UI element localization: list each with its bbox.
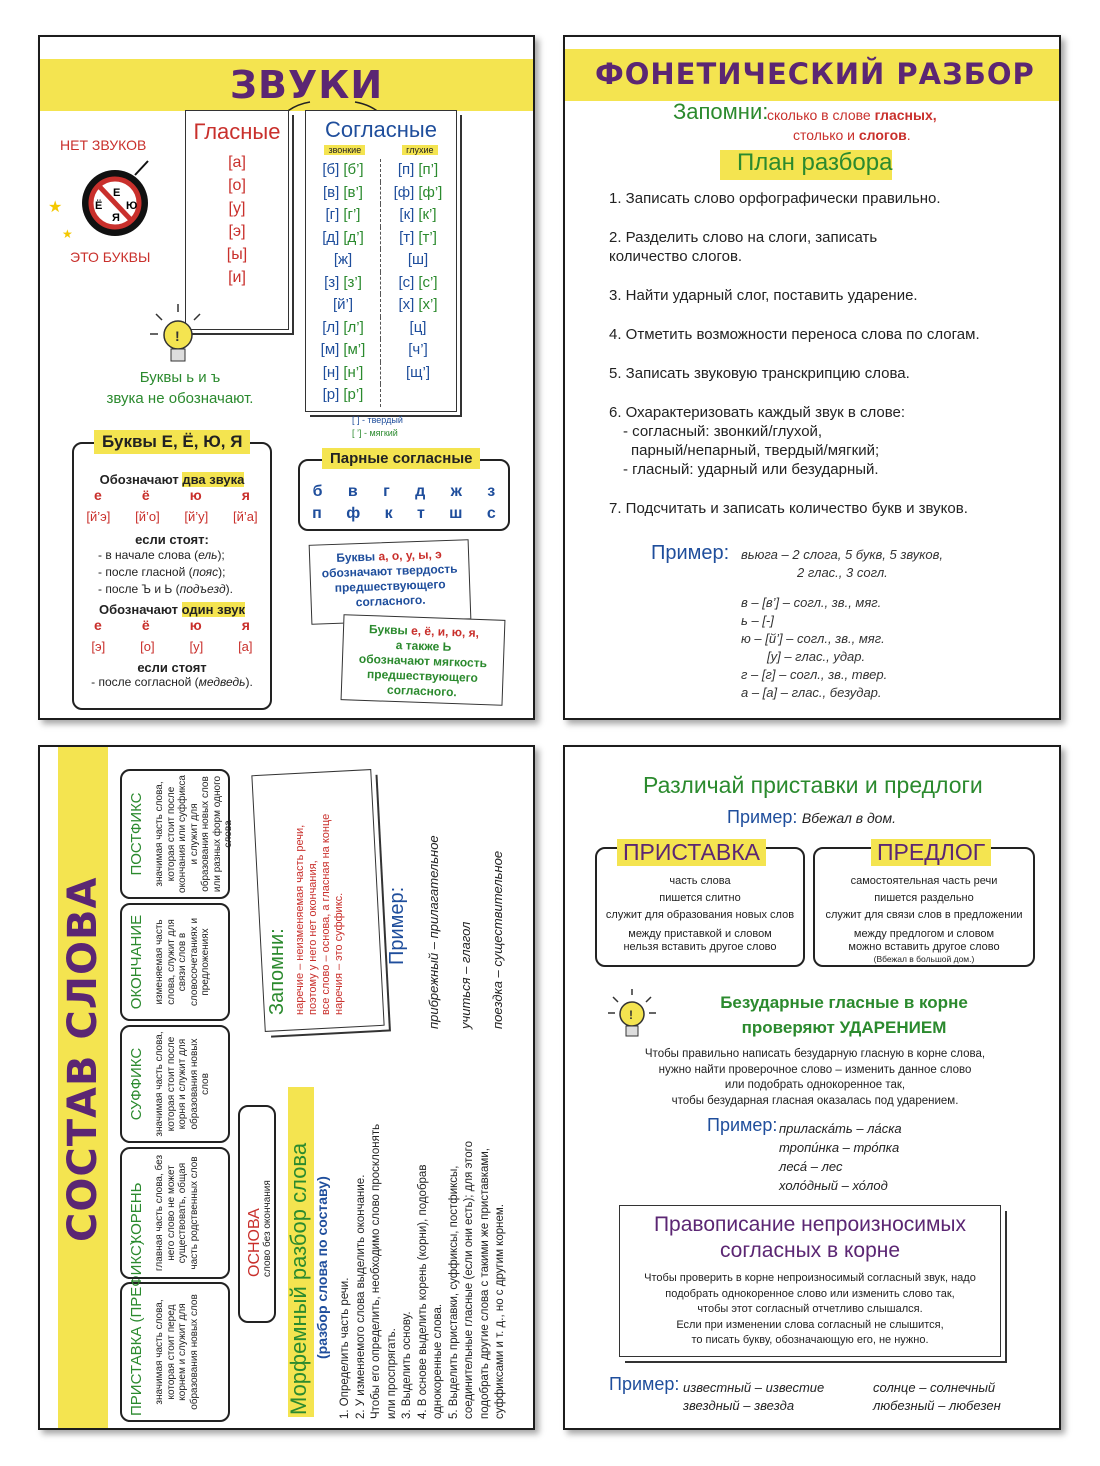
rem2b: слогов xyxy=(858,127,907,143)
consonant-sound: [н’] xyxy=(343,363,364,381)
example-label: Пример: xyxy=(727,807,798,827)
consonant-sound: [з’] xyxy=(343,273,362,291)
remember-lines xyxy=(294,814,346,1015)
morpheme-desc: главная часть слова, без него слово не может существовать, общая часть родственных слов xyxy=(154,1154,200,1272)
morpheme-name: КОРЕНЬ xyxy=(128,1182,145,1244)
consonant-sound: [к’] xyxy=(418,206,437,223)
morph-step: однокоренные слова. xyxy=(432,1303,444,1419)
vowel-sound: [и] xyxy=(228,269,246,286)
ex-line: любезный – любезен xyxy=(873,1398,1001,1413)
consonant-row xyxy=(306,272,456,295)
example-lines xyxy=(741,546,943,702)
soft-note-3: обозначают мягкость xyxy=(358,651,488,671)
consonant-sound: [м’] xyxy=(343,341,366,358)
rule-line: чтобы безударная гласная оказалась под ударением. xyxy=(671,1094,959,1107)
transcription: [й’а] xyxy=(233,509,258,524)
morpheme-desc: изменяемая часть слова, служит для связи слов в словосочетаниях и предложениях xyxy=(154,917,211,1007)
card-sounds xyxy=(38,35,535,720)
consonant-sound: [м] xyxy=(320,341,340,358)
legend-soft: [ ’] - мягкий xyxy=(352,428,398,438)
cond3: - после Ъ и Ь ( xyxy=(98,582,180,596)
silent-line: то писать букву, обозначающую его, не нужно. xyxy=(691,1334,929,1346)
morph-step: 2. У изменяемого слова выделить окончание. xyxy=(354,1174,367,1419)
morpheme-name: ПОСТФИКС xyxy=(128,792,145,876)
ex-line: прибрежный – прилагательное xyxy=(426,835,441,1029)
rem-line: все слово – основа, а гласная на конце xyxy=(320,813,332,1015)
prefix-line: между приставкой и словом xyxy=(628,928,772,940)
prefix-line: служит для образования новых слов xyxy=(605,909,795,921)
vowel-sound: [а] xyxy=(228,154,246,171)
consonant-sound: [д] xyxy=(322,228,340,246)
no-sounds-label: НЕТ ЗВУКОВ xyxy=(60,137,147,153)
paired-letter: с xyxy=(486,505,496,522)
rem-line: поэтому у него нет окончания, xyxy=(307,860,319,1015)
cond4-end: ). xyxy=(245,675,253,689)
one-sound-pre: Обозначают xyxy=(98,602,182,617)
morph-step: или проспрягать. xyxy=(385,1328,398,1419)
letter: я xyxy=(241,487,250,503)
plan-steps xyxy=(609,189,980,518)
rule-line: нужно найти проверочное слово – изменить данное слово xyxy=(658,1063,972,1076)
letter: е xyxy=(94,487,102,503)
bomb-icon xyxy=(70,155,160,245)
cond2-ex: пояс xyxy=(192,565,219,579)
lightbulb-icon xyxy=(148,302,208,377)
step-6: 6. Охарактеризовать каждый звук в слове: xyxy=(609,404,906,421)
cond3-end: ). xyxy=(225,582,233,596)
consonant-sound: [л] xyxy=(322,318,340,336)
unstressed-line1: Безударные гласные в корне xyxy=(720,993,968,1012)
letters-row xyxy=(74,487,270,503)
vowel-sound: [о] xyxy=(228,177,246,194)
silent-title-2: согласных в корне xyxy=(719,1239,901,1262)
vowel-sound: [ы] xyxy=(226,246,248,263)
hard-note xyxy=(309,539,472,625)
consonant-sound: [ф’] xyxy=(418,183,443,201)
silent-line: Чтобы проверить в корне непроизносимый согласный звук, надо xyxy=(644,1272,976,1284)
morpheme-name: ПРИСТАВКА (ПРЕФИКС) xyxy=(128,1240,145,1416)
preposition-box xyxy=(813,839,1035,967)
prep-line: между предлогом и словом xyxy=(853,928,995,940)
consonant-sound: [ц] xyxy=(409,318,427,336)
ex-line: 2 глас., 3 согл. xyxy=(797,565,888,580)
consonant-sound: [в] xyxy=(323,183,340,201)
card-title: ЗВУКИ xyxy=(230,63,384,107)
letters-row xyxy=(74,617,270,633)
ex-line: солнце – солнечный xyxy=(873,1380,996,1395)
paired-letter: ф xyxy=(346,505,361,522)
step-5: 5. Записать звуковую транскрипцию слова. xyxy=(609,365,910,382)
consonant-sound: [ш] xyxy=(407,251,429,268)
one-sound-trans xyxy=(74,639,270,654)
cond1-end: ); xyxy=(217,548,225,562)
paired-letter: т xyxy=(416,505,425,522)
consonant-sound: [р’] xyxy=(343,386,364,403)
remember-text xyxy=(767,105,937,145)
cond2: - после гласной ( xyxy=(98,565,193,579)
letter: ю xyxy=(189,617,202,633)
morph-title: Морфемный разбор слова xyxy=(286,1142,311,1415)
paired-letter: б xyxy=(312,483,323,500)
ex-line: учиться – глагол xyxy=(458,921,473,1029)
morph-step: 3. Выделить основу. xyxy=(401,1311,413,1419)
silent-line: чтобы этот согласный отчетливо слышался. xyxy=(697,1303,923,1315)
rem-line: наречия – это суффикс. xyxy=(333,892,345,1015)
soft-note-1: Буквы xyxy=(368,622,412,638)
morpheme-desc: значимая часть слова, которая стоит после окончания или суффикса и служит для образования новых слов или разных форм одного слова xyxy=(154,775,234,893)
hard-note-letters: а, о, у, ы, э xyxy=(378,547,443,564)
step-4: 4. Отметить возможности переноса слова по слогам. xyxy=(609,326,980,343)
consonants-title: Согласные xyxy=(325,117,437,142)
consonant-row xyxy=(306,339,456,362)
letter: ё xyxy=(141,617,150,633)
consonant-sound: [ф] xyxy=(393,183,415,201)
paired-letter: д xyxy=(415,483,426,500)
consonant-sound: [п] xyxy=(397,161,415,178)
morpheme-name: ОКОНЧАНИЕ xyxy=(128,914,145,1010)
consonant-sound: [р] xyxy=(322,386,340,403)
card-word-structure xyxy=(38,745,535,1430)
prefix-line: нельзя вставить другое слово xyxy=(623,941,777,953)
hard-note-3: предшествующего xyxy=(334,577,446,595)
one-sound-hl: один звук xyxy=(181,602,245,617)
base-name: ОСНОВА xyxy=(246,1208,263,1277)
consonant-sound: [д’] xyxy=(343,228,364,246)
hard-note-4: согласного. xyxy=(355,592,426,610)
example-label: Пример: xyxy=(386,886,408,965)
rem2c: . xyxy=(906,127,911,143)
letter-yo: Ё xyxy=(95,200,103,212)
vowel-list xyxy=(186,151,288,289)
consonant-sound: [в’] xyxy=(343,183,363,201)
consonant-sound: [щ’] xyxy=(405,363,430,381)
consonant-sound: [с] xyxy=(398,273,415,291)
cond4: - после согласной ( xyxy=(91,675,199,689)
ex-line: тропи́нка – тро́пка xyxy=(779,1140,900,1155)
cond1-ex: ель xyxy=(198,548,218,562)
prep-line: служит для связи слов в предложении xyxy=(825,909,1023,921)
two-sounds-hl: два звука xyxy=(182,472,245,487)
consonant-sound: [с’] xyxy=(418,273,438,291)
e-yo-box xyxy=(72,432,272,710)
card-prefixes xyxy=(563,745,1061,1430)
consonant-sound: [л’] xyxy=(343,318,364,336)
ex-line: ю – [й’] – согл., зв., мяг. xyxy=(741,631,885,646)
morph-subtitle: (разбор слова по составу) xyxy=(314,1176,330,1359)
paired-letter: ш xyxy=(449,505,463,522)
cond3-ex: подъезд xyxy=(179,582,226,596)
unstressed-examples xyxy=(779,1119,902,1195)
consonant-row xyxy=(306,317,456,340)
transcription: [э] xyxy=(91,639,106,654)
paired-letter: п xyxy=(312,505,322,522)
consonant-row xyxy=(306,294,456,317)
rem1a: сколько в слове xyxy=(767,107,875,123)
ex-line: ь – [-] xyxy=(741,613,774,628)
soft-note-4: предшествующего xyxy=(366,667,479,685)
cond1: - в начале слова ( xyxy=(98,548,199,562)
silent-line: Если при изменении слова согласный не слышится, xyxy=(676,1318,944,1331)
svg-text:!: ! xyxy=(629,1008,633,1022)
soft-sign-note xyxy=(80,367,280,409)
morph-step: суффиксами и т. д., но с другим корнем. xyxy=(494,1204,506,1419)
two-sound-trans xyxy=(74,509,270,524)
consonant-sound: [т’] xyxy=(418,228,437,246)
consonant-row xyxy=(306,384,456,407)
example-lines xyxy=(418,835,514,1029)
remember-label: Запомни: xyxy=(673,99,769,124)
step-6a: - согласный: звонкий/глухой, xyxy=(623,423,823,440)
hard-note-2: обозначают твердость xyxy=(321,561,458,581)
letter: е xyxy=(94,617,102,633)
consonant-row xyxy=(306,227,456,250)
consonant-sound: [н] xyxy=(322,363,340,381)
letter-e: Е xyxy=(113,187,121,199)
card-title: ФОНЕТИЧЕСКИЙ РАЗБОР xyxy=(595,57,1035,91)
rem-line: наречие – неизменяемая часть речи, xyxy=(294,824,306,1015)
paired-letter: г xyxy=(383,483,390,500)
consonant-sound: [ж] xyxy=(333,251,353,268)
paired-box xyxy=(298,450,510,531)
legend xyxy=(352,414,403,440)
preposition-title: ПРЕДЛОГ xyxy=(871,839,991,866)
consonant-sound: [п’] xyxy=(418,161,439,178)
morph-step: подобрать другие слова с такими же приставками, xyxy=(478,1148,491,1419)
ex-line: вьюга – 2 слога, 5 букв, 5 звуков, xyxy=(741,547,943,562)
step-6c: - гласный: ударный или безударный. xyxy=(623,461,879,478)
letter-yu: Ю xyxy=(126,200,138,212)
unstressed-title xyxy=(669,990,1019,1040)
lightbulb-icon xyxy=(607,987,657,1047)
unstressed-line2a: проверяют xyxy=(741,1018,840,1037)
morph-steps xyxy=(338,1079,509,1419)
paired-bottom-row xyxy=(300,505,508,523)
soft-note-letters: е, ё, и, ю, я, xyxy=(410,623,480,640)
ex-line: леса́ – лес xyxy=(779,1159,843,1174)
morph-step: Чтобы его определить, необходимо слово просклонять xyxy=(370,1123,382,1419)
consonant-sound: [б] xyxy=(322,161,340,178)
ex-line: поездка – существительное xyxy=(490,850,505,1029)
ex-line: холо́дный – хо́лод xyxy=(779,1178,888,1193)
transcription: [й’о] xyxy=(135,509,160,524)
unstressed-rule xyxy=(605,1047,1025,1109)
silent-examples xyxy=(683,1379,824,1415)
vowels-box xyxy=(185,110,289,330)
ex-line: известный – известие xyxy=(683,1380,825,1395)
consonant-sound: [ч’] xyxy=(408,341,428,358)
unstressed-line2b: УДАРЕНИЕМ xyxy=(839,1018,947,1037)
paired-title: Парные согласные xyxy=(322,448,480,469)
svg-text:!: ! xyxy=(175,328,180,344)
morph-step: 5. Выделить приставки, суффиксы, постфиксы, xyxy=(447,1165,460,1419)
morpheme-name: СУФФИКС xyxy=(128,1047,145,1121)
soft-sign-line2: звука не обозначают. xyxy=(106,390,254,407)
example-row xyxy=(727,807,896,828)
morpheme-desc: значимая часть слова, которая стоит перед корнем и служит для образования новых слов xyxy=(154,1294,200,1410)
transcription: [о] xyxy=(140,639,155,654)
ex-line: г – [г] – согл., зв., твер. xyxy=(741,667,888,682)
cond4-ex: медведь xyxy=(198,675,246,689)
ex-line: приласка́ть – ла́ска xyxy=(779,1121,902,1136)
consonant-sound: [г’] xyxy=(343,206,361,223)
letter-ya: Я xyxy=(112,212,120,224)
e-yo-title: Буквы Е, Ё, Ю, Я xyxy=(94,430,250,454)
consonant-sound: [х’] xyxy=(418,296,438,313)
card-title: Различай приставки и предлоги xyxy=(643,772,983,798)
card-title: СОСТАВ СЛОВА xyxy=(60,876,106,1242)
paired-letter: к xyxy=(384,505,393,522)
silent-title xyxy=(625,1212,995,1264)
consonant-sound: [т] xyxy=(399,228,415,246)
consonant-sound: [к] xyxy=(399,206,415,223)
prep-line: самостоятельная часть речи xyxy=(850,875,998,887)
soft-note-5: согласного. xyxy=(386,682,458,700)
consonant-sound: [б’] xyxy=(343,161,364,178)
vowel-sound: [э] xyxy=(228,223,246,240)
rule-line: или подобрать однокоренное так, xyxy=(724,1079,906,1091)
voiceless-label: глухие xyxy=(402,145,437,155)
plan-title: План разбора xyxy=(737,149,893,176)
consonant-row xyxy=(306,182,456,205)
paired-letter: в xyxy=(347,483,358,500)
letter: ю xyxy=(189,487,202,503)
consonant-row xyxy=(306,159,456,182)
morpheme-desc: значимая часть слова, которая стоит после корня и служит для образования новых слов xyxy=(154,1031,211,1137)
morph-step: 4. В основе выделить корень (корни), подобрав xyxy=(416,1164,429,1419)
consonant-sound: [г] xyxy=(325,206,340,223)
transcription: [й’э] xyxy=(86,509,111,524)
letter: я xyxy=(241,617,250,633)
prep-note: (Вбежал в большой дом.) xyxy=(873,954,975,964)
soft-note xyxy=(341,614,506,706)
vowels-title: Гласные xyxy=(193,119,281,144)
card-phonetic xyxy=(563,35,1061,720)
consonant-row xyxy=(306,249,456,272)
paired-letter: з xyxy=(487,483,496,500)
step-2: 2. Разделить слово на слоги, записать xyxy=(609,229,878,246)
consonant-sound: [х] xyxy=(398,296,415,313)
prefix-title: ПРИСТАВКА xyxy=(617,839,766,866)
transcription: [а] xyxy=(238,639,253,654)
prefix-box xyxy=(595,839,805,967)
soft-sign-line1: Буквы ь и ъ xyxy=(139,369,221,386)
silent-examples-2 xyxy=(873,1379,1001,1415)
ex-line: [у] – глас., удар. xyxy=(767,649,866,664)
paired-letter: ж xyxy=(450,483,462,500)
voiced-label: звонкие xyxy=(324,145,365,155)
two-sounds-pre: Обозначают xyxy=(99,472,183,487)
step-2b: количество слогов. xyxy=(609,248,743,265)
star-icon: ★ xyxy=(62,227,73,241)
example-label: Пример: xyxy=(651,542,730,564)
transcription: [й’у] xyxy=(184,509,209,524)
soft-note-2: а также Ь xyxy=(395,638,452,654)
morph-step: 1. Определить часть речи. xyxy=(339,1277,351,1419)
rem1b: гласных, xyxy=(874,107,937,123)
prefix-line: пишется слитно xyxy=(659,892,741,904)
cond2-end: ); xyxy=(218,565,226,579)
consonant-row xyxy=(306,204,456,227)
vowel-sound: [у] xyxy=(228,200,246,217)
base-desc: слово без окончания xyxy=(262,1180,273,1277)
example-label: Пример: xyxy=(609,1374,680,1394)
letter: ё xyxy=(141,487,150,503)
consonant-sound: [з] xyxy=(324,273,340,291)
transcription: [у] xyxy=(189,639,204,654)
if-stand: если стоят: xyxy=(135,532,209,547)
silent-rule xyxy=(625,1271,995,1349)
prep-line: пишется раздельно xyxy=(874,892,974,904)
consonant-sound: [й’] xyxy=(332,296,354,313)
morph-step: соединительные гласные (если они есть); для этого xyxy=(463,1140,475,1419)
ex-line: звездный – звезда xyxy=(683,1398,795,1413)
ex-line: а – [а] – глас., безудар. xyxy=(741,685,882,700)
rem2a: столько и xyxy=(793,127,859,143)
ex-line: в – [в’] – согл., зв., мяг. xyxy=(741,595,882,610)
prep-line: можно вставить другое слово xyxy=(848,941,1000,953)
if-stand2: если стоят xyxy=(137,660,207,675)
are-letters-label: ЭТО БУКВЫ xyxy=(70,249,151,265)
silent-title-1: Правописание непроизносимых xyxy=(653,1213,967,1236)
example-text: Вбежал в дом. xyxy=(801,810,896,826)
step-1: 1. Записать слово орфографически правильно. xyxy=(609,190,941,207)
step-3: 3. Найти ударный слог, поставить ударение. xyxy=(609,287,918,304)
consonants-box xyxy=(305,110,457,412)
step-7: 7. Подсчитать и записать количество букв и звуков. xyxy=(609,500,968,517)
paired-top-row xyxy=(300,483,508,501)
silent-line: подобрать однокоренное слово или изменить слово так, xyxy=(665,1287,955,1300)
rule-line: Чтобы правильно написать безударную гласную в корне слова, xyxy=(644,1048,986,1060)
prefix-line: часть слова xyxy=(669,875,731,887)
consonant-row xyxy=(306,362,456,385)
example-label: Пример: xyxy=(707,1115,778,1135)
legend-hard: [ ] - твердый xyxy=(352,415,403,425)
hard-note-1: Буквы xyxy=(336,549,379,565)
consonant-grid xyxy=(306,159,456,407)
step-6b: парный/непарный, твердый/мягкий; xyxy=(631,442,880,459)
remember-label: Запомни: xyxy=(266,928,288,1015)
star-icon: ★ xyxy=(48,199,63,216)
